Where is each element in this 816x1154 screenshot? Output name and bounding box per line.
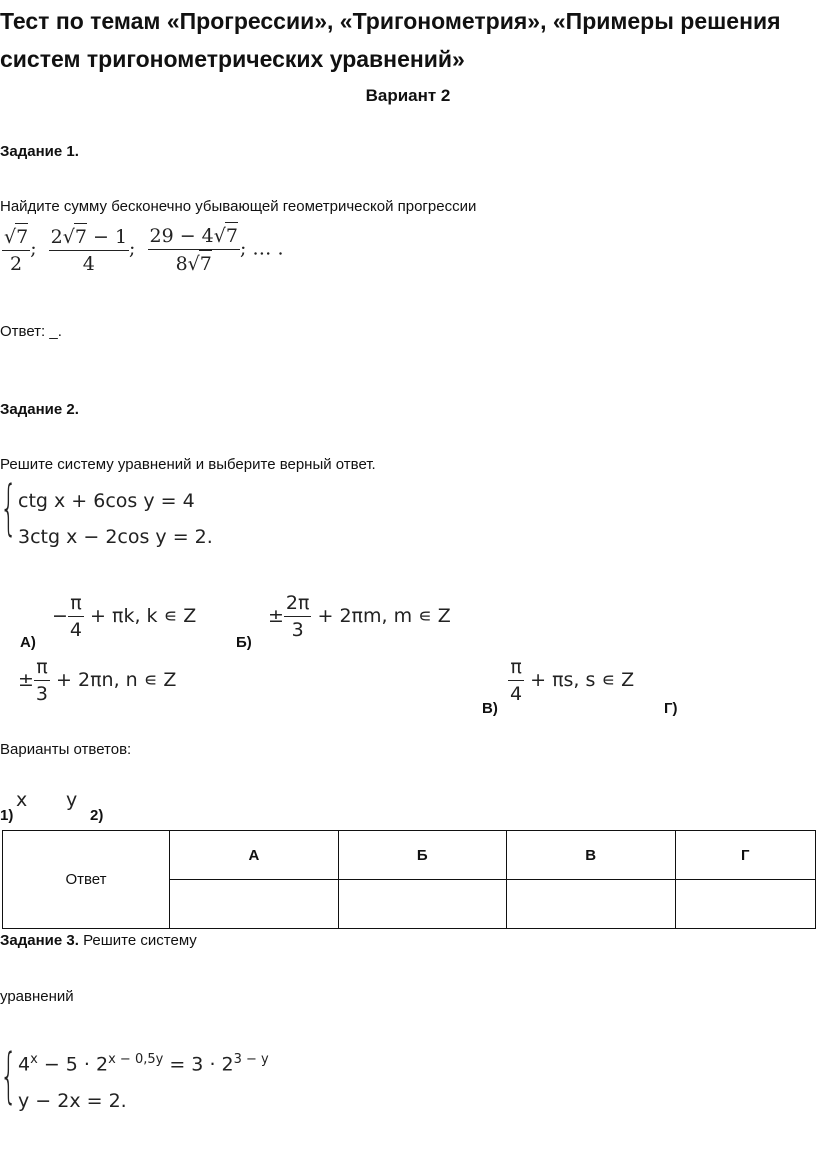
- option-g-formula: $\frac{\pi}{4}$ + πs, s ∊ Z: [510, 656, 635, 705]
- task1-heading: Задание 1.: [0, 143, 79, 160]
- task1-answer: Ответ: _.: [0, 323, 62, 340]
- answer-table: [2, 830, 816, 929]
- option-b-label: Б): [236, 634, 252, 651]
- task2-heading: Задание 2.: [0, 401, 79, 418]
- answer-row-label: Ответ: [3, 831, 170, 929]
- task3-heading: Задание 3.: [0, 932, 79, 949]
- page-title: Тест по темам «Прогрессии», «Тригонометрия», «Примеры решения систем тригонометрических уравнений»: [0, 8, 781, 72]
- task3-intro: [0, 932, 197, 949]
- answer-cell-a[interactable]: [170, 880, 339, 929]
- task1-text: Найдите сумму бесконечно убывающей геометрической прогрессии: [0, 198, 477, 215]
- answer-cell-g[interactable]: [675, 880, 815, 929]
- system-brace-2: {: [0, 1041, 18, 1111]
- option-b-formula: ± $\frac{2\pi}{3}$ + 2πm, m ∊ Z: [268, 592, 451, 641]
- variants-label: Варианты ответов:: [0, 741, 132, 758]
- answer-1-y: y: [66, 789, 78, 811]
- header-a: А: [170, 831, 339, 880]
- option-a-label: А): [20, 634, 36, 651]
- option-v-formula: ± $\frac{\pi}{3}$ + 2πn, n ∊ Z: [18, 656, 177, 705]
- task2-text: Решите систему уравнений и выберите верный ответ.: [0, 456, 376, 473]
- answer-2-label: 2): [90, 807, 104, 824]
- answer-cell-v[interactable]: [506, 880, 675, 929]
- option-v-label: В): [482, 700, 498, 717]
- header-b: Б: [338, 831, 506, 880]
- system-brace: {: [0, 473, 18, 543]
- task1-progression-formula: $\frac{√7}{2}$ ; $\frac{2√7 - 1}{4}$ ; $\frac{29 - 4√7}{8√7}$ ; … .: [2, 222, 284, 277]
- task3-equation-1: $4^x - 5 \cdot 2^{x - 0,5y} = 3 \cdot 2^{3 - y}$: [18, 1052, 269, 1076]
- task3-equation-2: y − 2x = 2.: [18, 1090, 127, 1112]
- answer-1-label: 1): [0, 807, 14, 824]
- task2-equation-2: 3ctg x − 2cos y = 2.: [18, 526, 213, 548]
- answer-1-x: x: [16, 789, 28, 811]
- answer-cell-b[interactable]: [338, 880, 506, 929]
- header-g: Г: [675, 831, 815, 880]
- variant-label: Вариант 2: [365, 86, 451, 105]
- task2-equation-1: ctg x + 6cos y = 4: [18, 490, 195, 512]
- task3-text-2: уравнений: [0, 988, 74, 1005]
- header-v: В: [506, 831, 675, 880]
- option-a-formula: − $\frac{\pi}{4}$ + πk, k ∊ Z: [52, 592, 197, 641]
- task3-text: Решите систему: [83, 932, 197, 949]
- option-g-label: Г): [664, 700, 678, 717]
